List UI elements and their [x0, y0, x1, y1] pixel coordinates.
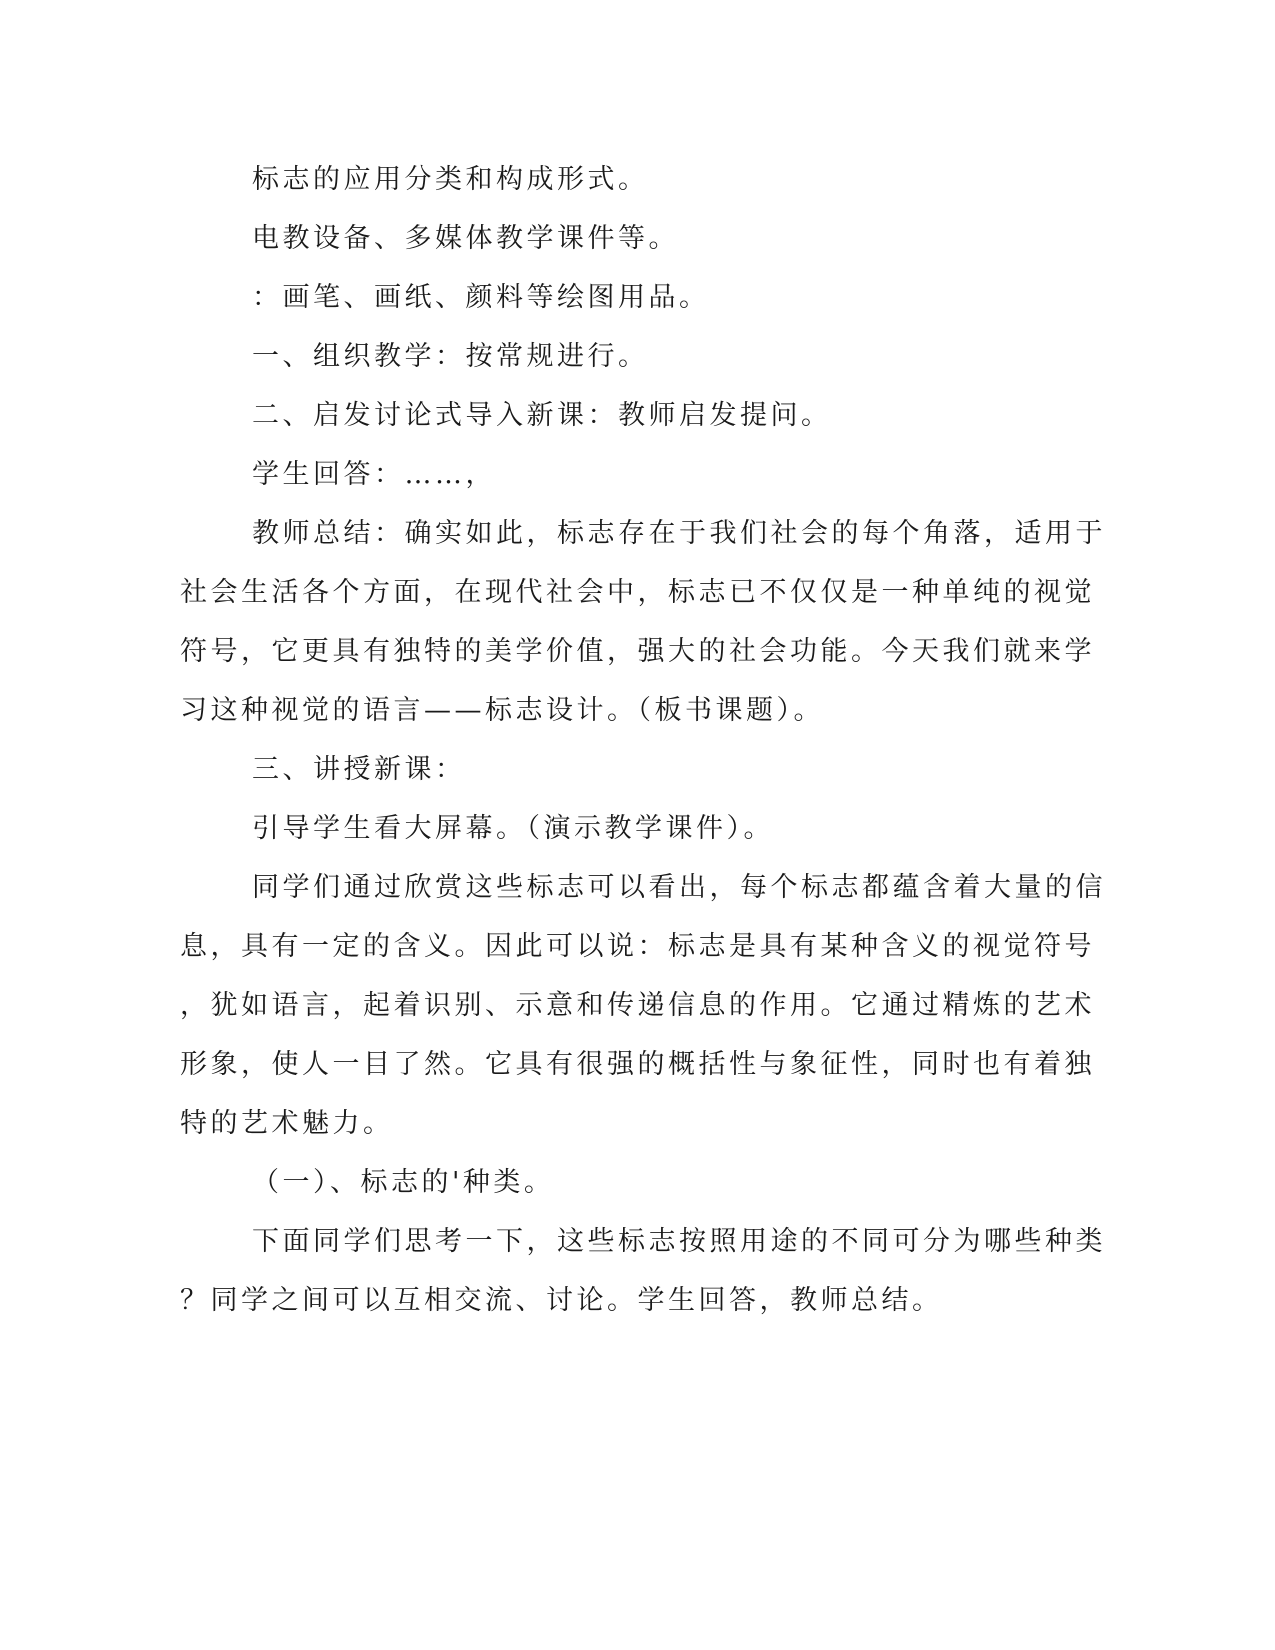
text-line-section-types: （一）、标志的'种类。 — [252, 1167, 555, 1198]
text-line-discussion-2: ？同学之间可以互相交流、讨论。学生回答，教师总结。 — [180, 1285, 943, 1316]
text-line-discussion-1: 下面同学们思考一下，这些标志按照用途的不同可分为哪些种类 — [252, 1226, 1106, 1257]
text-line-teacher-summary-3: 符号，它更具有独特的美学价值，强大的社会功能。今天我们就来学 — [180, 636, 1095, 667]
text-line-student-answer: 学生回答：……， — [252, 459, 496, 490]
text-line-drawing-supplies: ：画笔、画纸、颜料等绘图用品。 — [252, 282, 710, 313]
text-line-teacher-summary-1: 教师总结：确实如此，标志存在于我们社会的每个角落，适用于 — [252, 518, 1106, 549]
text-line-logo-meaning-2: 息，具有一定的含义。因此可以说：标志是具有某种含义的视觉符号 — [180, 931, 1095, 962]
text-line-step-one: 一、组织教学：按常规进行。 — [252, 341, 649, 372]
text-line-logo-meaning-3: ，犹如语言，起着识别、示意和传递信息的作用。它通过精炼的艺术 — [180, 990, 1095, 1021]
text-line-logo-meaning-1: 同学们通过欣赏这些标志可以看出，每个标志都蕴含着大量的信 — [252, 872, 1106, 903]
text-line-materials-topic: 标志的应用分类和构成形式。 — [252, 164, 649, 195]
text-line-logo-meaning-5: 特的艺术魅力。 — [180, 1108, 394, 1139]
text-line-guide-screen: 引导学生看大屏幕。（演示教学课件）。 — [252, 813, 774, 844]
text-line-step-three: 三、讲授新课： — [252, 754, 466, 785]
text-line-logo-meaning-4: 形象，使人一目了然。它具有很强的概括性与象征性，同时也有着独 — [180, 1049, 1095, 1080]
text-line-teacher-summary-4: 习这种视觉的语言——标志设计。（板书课题）。 — [180, 695, 824, 726]
text-line-step-two: 二、启发讨论式导入新课：教师启发提问。 — [252, 400, 832, 431]
text-line-equipment: 电教设备、多媒体教学课件等。 — [252, 223, 679, 254]
text-line-teacher-summary-2: 社会生活各个方面，在现代社会中，标志已不仅仅是一种单纯的视觉 — [180, 577, 1095, 608]
